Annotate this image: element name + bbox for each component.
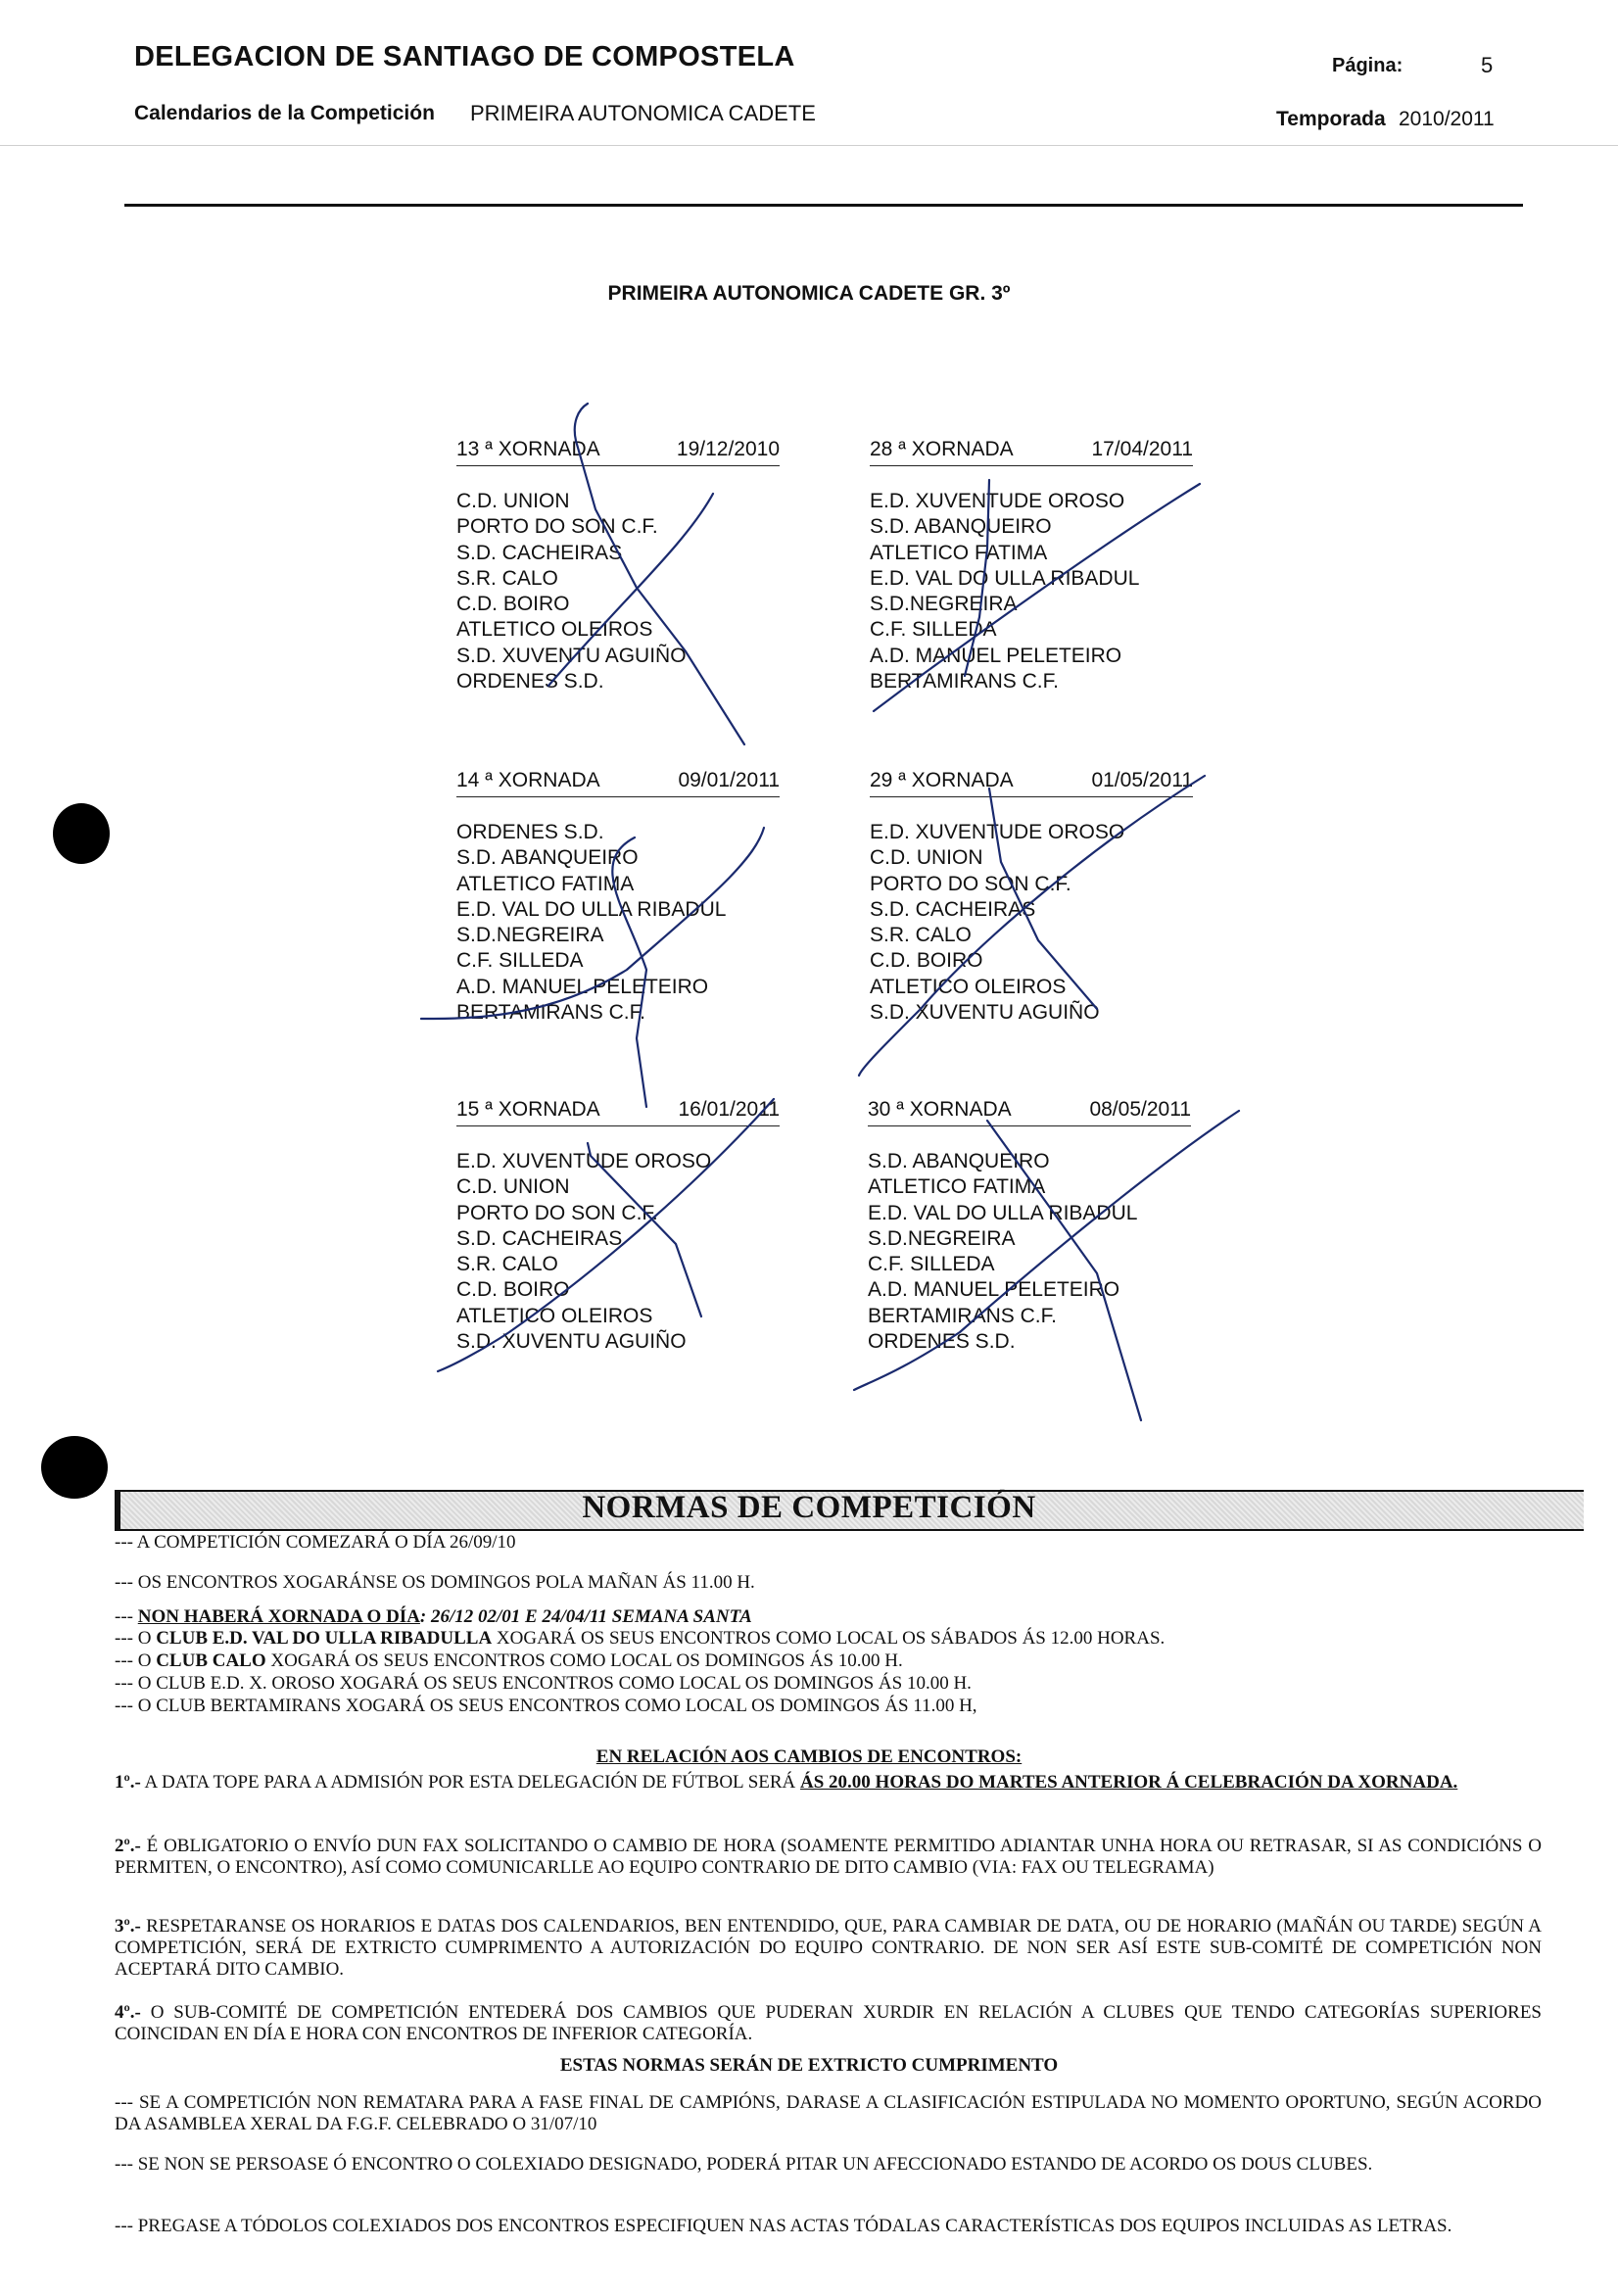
norm-line: --- O CLUB E.D. X. OROSO XOGARÁ OS SEUS ENCONTROS COMO LOCAL OS DOMINGOS ÁS 10.00 H. (115, 1673, 972, 1694)
no-round-label: NON HABERÁ XORNADA O DÍA (137, 1606, 420, 1627)
team-name: ATLETICO FATIMA (870, 541, 1048, 564)
round-label: 29 ª XORNADA (870, 769, 1014, 791)
rule-number: 4º.- (115, 2002, 141, 2023)
round-block (456, 438, 780, 694)
club-name: CLUB E.D. VAL DO ULLA RIBADULLA (156, 1628, 493, 1649)
round-label: 28 ª XORNADA (870, 438, 1014, 460)
team-name: E.D. XUVENTUDE OROSO (456, 1150, 712, 1172)
round-date: 16/01/2011 (678, 1098, 780, 1121)
team-name: PORTO DO SON C.F. (456, 515, 658, 539)
rule-text: RESPETARANSE OS HORARIOS E DATAS DOS CALENDARIOS, BEN ENTENDIDO, QUE, PARA CAMBIAR DE DATA, OU DE HORARIO (MAÑÁN OU TARDE) SEGÚN A COMPETICIÓN, SERÁ DE EXTRICTO CUMPRIMENTO A AUTORIZACIÓN DO EQUIPO CONTRARIO. DE NON SER ASÍ ESTE SUB-COMITÉ DE COMPETICIÓN NON ACEPTARÁ DITO CAMBIO. (115, 1916, 1542, 1980)
team-name: PORTO DO SON C.F. (870, 872, 1071, 895)
round-block (868, 1098, 1191, 1355)
hole-punch-mark (53, 803, 110, 864)
season-value: 2010/2011 (1399, 108, 1495, 130)
norm-line (115, 1628, 1165, 1650)
team-name: S.D. XUVENTU AGUIÑO (456, 644, 687, 667)
team-name: BERTAMIRANS C.F. (870, 670, 1059, 694)
norm-text: XOGARÁ OS SEUS ENCONTROS COMO LOCAL OS DOMINGOS ÁS 10.00 H. (265, 1650, 903, 1671)
changes-title: EN RELACIÓN AOS CAMBIOS DE ENCONTROS: (595, 1746, 1023, 1767)
team-name: S.R. CALO (456, 1253, 558, 1276)
round-block (456, 769, 780, 1026)
team-name: S.D. XUVENTU AGUIÑO (456, 1330, 687, 1354)
team-name: S.R. CALO (456, 566, 558, 590)
norm-prefix: --- (115, 1606, 138, 1627)
team-name: ATLETICO FATIMA (868, 1175, 1046, 1199)
round-block (870, 769, 1193, 1026)
rule-number: 2º.- (115, 1836, 141, 1856)
norm-line: --- OS ENCONTROS XOGARÁNSE OS DOMINGOS POLA MAÑAN ÁS 11.00 H. (115, 1572, 755, 1593)
team-name: A.D. MANUEL PELETEIRO (868, 1278, 1120, 1302)
round-label: 14 ª XORNADA (456, 769, 600, 791)
round-date: 17/04/2011 (1091, 438, 1193, 460)
norm-prefix: --- O (115, 1628, 157, 1649)
team-name: BERTAMIRANS C.F. (456, 1001, 645, 1025)
page-label: Página: (1332, 55, 1404, 76)
rule-paragraph (115, 1916, 1542, 1981)
subtitle-label: Calendarios de la Competición (134, 102, 435, 124)
team-name: C.D. UNION (456, 490, 570, 512)
team-name: A.D. MANUEL PELETEIRO (870, 644, 1122, 667)
team-name: S.D. CACHEIRAS (870, 897, 1036, 921)
team-name: ATLETICO FATIMA (456, 872, 635, 895)
round-label: 30 ª XORNADA (868, 1098, 1012, 1121)
rule-paragraph (115, 1772, 1542, 1794)
rule-number: 3º.- (115, 1916, 141, 1937)
team-name: C.D. BOIRO (456, 593, 570, 616)
round-date: 01/05/2011 (1091, 769, 1193, 791)
rule-paragraph (115, 1836, 1542, 1879)
round-label: 15 ª XORNADA (456, 1098, 600, 1121)
team-name: S.D. ABANQUEIRO (870, 515, 1052, 539)
team-name: S.D. CACHEIRAS (456, 1226, 623, 1250)
team-name: ORDENES S.D. (868, 1330, 1016, 1354)
round-block (870, 438, 1193, 694)
norm-prefix: --- O (115, 1650, 157, 1671)
team-name: E.D. VAL DO ULLA RIBADUL (868, 1201, 1138, 1224)
team-name: BERTAMIRANS C.F. (868, 1304, 1057, 1327)
rule-text: A DATA TOPE PARA A ADMISIÓN POR ESTA DELEGACIÓN DE FÚTBOL SERÁ (140, 1772, 801, 1793)
page-number: 5 (1481, 53, 1494, 77)
team-name: C.D. BOIRO (456, 1278, 570, 1302)
header-divider-thick (124, 204, 1523, 207)
team-name: E.D. XUVENTUDE OROSO (870, 821, 1125, 843)
team-name: E.D. VAL DO ULLA RIBADUL (456, 897, 727, 921)
team-name: ATLETICO OLEIROS (456, 1304, 653, 1327)
competition-name: PRIMEIRA AUTONOMICA CADETE (470, 101, 816, 125)
round-date: 19/12/2010 (676, 438, 780, 460)
note-paragraph: --- PREGASE A TÓDOLOS COLEXIADOS DOS ENCONTROS ESPECIFIQUEN NAS ACTAS TÓDALAS CARACTERÍSTICAS DOS EQUIPOS INCLUIDAS AS LETRAS. (115, 2216, 1452, 2236)
norm-line (115, 1606, 752, 1628)
round-date: 08/05/2011 (1089, 1098, 1191, 1121)
team-name: E.D. XUVENTUDE OROSO (870, 490, 1125, 512)
norm-text: XOGARÁ OS SEUS ENCONTROS COMO LOCAL OS SÁBADOS ÁS 12.00 HORAS. (492, 1628, 1166, 1649)
no-round-dates: : 26/12 02/01 E 24/04/11 SEMANA SANTA (419, 1606, 752, 1627)
rule-text: É OBLIGATORIO O ENVÍO DUN FAX SOLICITANDO O CAMBIO DE HORA (SOAMENTE PERMITIDO ADIANTAR UNHA HORA OU RETRASAR, SI AS CONDICIÓNS O PERMITEN, O ENCONTRO), ASÍ COMO COMUNICARLLE AO EQUIPO CONTRARIO DE DITO CAMBIO (VIA: FAX OU TELEGRAMA) (115, 1836, 1542, 1878)
norm-line: --- O CLUB BERTAMIRANS XOGARÁ OS SEUS ENCONTROS COMO LOCAL OS DOMINGOS ÁS 11.00 H, (115, 1696, 977, 1716)
norm-line (115, 1650, 903, 1672)
team-name: S.D.NEGREIRA (870, 593, 1018, 616)
round-label: 13 ª XORNADA (456, 438, 600, 460)
round-date: 09/01/2011 (678, 769, 780, 791)
team-name: S.D. XUVENTU AGUIÑO (870, 1001, 1100, 1025)
team-name: S.D.NEGREIRA (868, 1226, 1016, 1250)
team-name: C.F. SILLEDA (870, 618, 997, 642)
note-paragraph: --- SE NON SE PERSOASE Ó ENCONTRO O COLEXIADO DESIGNADO, PODERÁ PITAR UN AFECCIONADO ESTANDO DE ACORDO OS DOUS CLUBES. (115, 2154, 1373, 2175)
team-name: ATLETICO OLEIROS (456, 618, 653, 642)
team-name: C.D. BOIRO (870, 949, 983, 973)
rule-paragraph (115, 2002, 1542, 2045)
team-name: S.D. ABANQUEIRO (868, 1150, 1050, 1172)
team-name: PORTO DO SON C.F. (456, 1201, 658, 1224)
team-name: C.F. SILLEDA (868, 1253, 995, 1276)
header-divider-thin (0, 145, 1618, 146)
team-name: ORDENES S.D. (456, 821, 604, 843)
note-paragraph: --- SE A COMPETICIÓN NON REMATARA PARA A FASE FINAL DE CAMPIÓNS, DARASE A CLASIFICACIÓN ESTIPULADA NO MOMENTO OPORTUNO, SEGÚN ACORDO DA ASAMBLEA XERAL DA F.G.F. CELEBRADO O 31/07/10 (115, 2092, 1542, 2134)
team-name: E.D. VAL DO ULLA RIBADUL (870, 566, 1140, 590)
round-block (456, 1098, 780, 1355)
rule-number: 1º.- (115, 1772, 141, 1793)
team-name: S.D. ABANQUEIRO (456, 846, 639, 870)
team-name: ORDENES S.D. (456, 670, 604, 694)
rule-deadline: ÁS 20.00 HORAS DO MARTES ANTERIOR Á CELEBRACIÓN DA XORNADA. (800, 1772, 1458, 1793)
norm-line: --- A COMPETICIÓN COMEZARÁ O DÍA 26/09/10 (115, 1532, 516, 1553)
header-title: DELEGACION DE SANTIAGO DE COMPOSTELA (134, 41, 795, 72)
season-label: Temporada (1276, 108, 1386, 130)
team-name: C.D. UNION (870, 846, 983, 870)
team-name: A.D. MANUEL PELETEIRO (456, 975, 709, 998)
strict-rules-title: ESTAS NORMAS SERÁN DE EXTRICTO CUMPRIMENTO (559, 2055, 1059, 2076)
club-name: CLUB CALO (156, 1650, 266, 1671)
team-name: S.D. CACHEIRAS (456, 541, 623, 564)
team-name: ATLETICO OLEIROS (870, 975, 1067, 998)
team-name: S.R. CALO (870, 924, 972, 947)
rule-text: O SUB-COMITÉ DE COMPETICIÓN ENTEDERÁ DOS CAMBIOS QUE PUDERAN XURDIR EN RELACIÓN A CLUBES QUE TENDO CATEGORÍAS SUPERIORES COINCIDAN EN DÍA E HORA CON ENCONTROS DE INFERIOR CATEGORÍA. (115, 2002, 1542, 2044)
team-name: C.D. UNION (456, 1175, 570, 1199)
team-name: C.F. SILLEDA (456, 949, 584, 973)
team-name: S.D.NEGREIRA (456, 924, 604, 947)
group-title: PRIMEIRA AUTONOMICA CADETE GR. 3º (607, 282, 1011, 305)
norms-title: NORMAS DE COMPETICIÓN (582, 1490, 1036, 1525)
